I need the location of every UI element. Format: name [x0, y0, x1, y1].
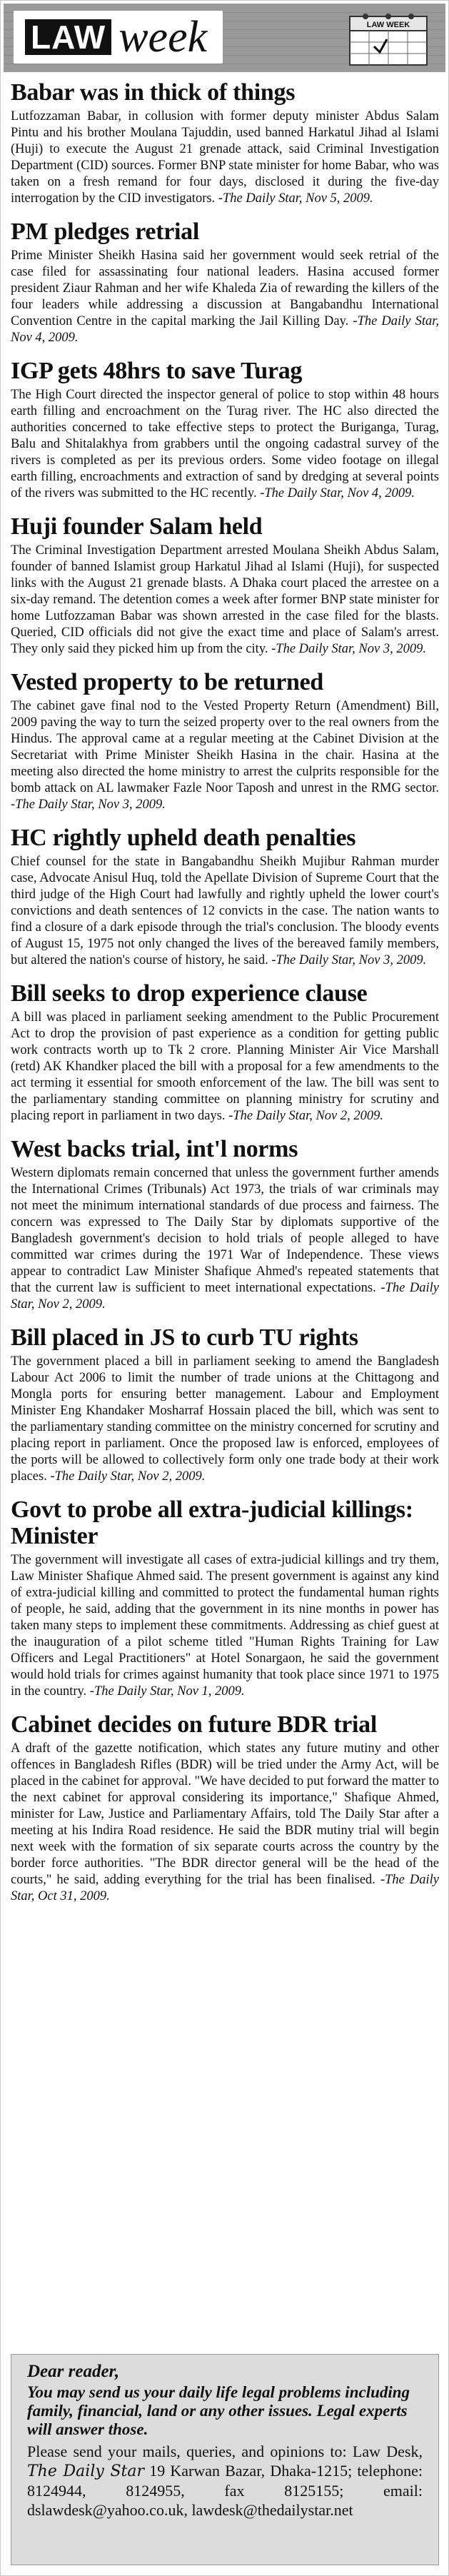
news-headline: Babar was in thick of things	[11, 79, 296, 106]
masthead	[4, 4, 445, 72]
news-item	[11, 669, 439, 813]
news-source: -The Daily Star, Nov 5, 2009.	[218, 191, 373, 206]
news-item	[11, 825, 439, 969]
news-body-text: The Criminal Investigation Department arrested Moulana Sheikh Abdus Salam, founder of banned Islamist group Harkatul Jihad al Islami (Huji), for suspected links with the August 21 grenade blasts. A Dhaka court placed the arrestee on a six-day remand. The detention comes a week after former BNP state minister for home Lutfozzaman Babar was shown arrested in the case filed for the blasts. Queried, CID officials did not give the exact time and place of Salam's arrest. They only said they picked him up from the city.	[11, 543, 439, 656]
news-item	[11, 218, 439, 346]
news-source: -The Daily Star, Nov 3, 2009.	[271, 953, 427, 967]
news-source: -The Daily Star, Nov 4, 2009.	[260, 486, 415, 500]
news-headline: HC rightly upheld death penalties	[11, 825, 356, 851]
news-item	[11, 1496, 439, 1700]
news-headline: Govt to probe all extra-judicial killings: Minister	[11, 1496, 413, 1549]
news-item	[11, 358, 439, 502]
contact-details: 19 Karwan Bazar, Dhaka-1215; telephone: 8124944, 8124955, fax 8125155; email: dslawdesk@yahoo.co.uk, lawdesk@thedailystar.net	[27, 2462, 423, 2519]
news-item	[11, 980, 439, 1125]
news-body-text: The High Court directed the inspector general of police to stop within 48 hours earth filling and encroachment on the Turag river. The HC also directed the authorities concerned to take effective steps to protect the Buriganga, Turag, Balu and Shitalakhya from grabbers until the ongoing cadastral survey of the rivers is completed as per its previous orders. Some video footage on illegal earth filling, encroachments and extraction of sand by dredging at several points of the rivers was submitted to the HC recently.	[11, 388, 439, 500]
news-body	[11, 1010, 439, 1125]
masthead-title	[14, 11, 223, 64]
news-body	[11, 1741, 439, 1905]
news-body-text: A bill was placed in parliament seeking amendment to the Public Procurement Act to drop the provision of past experience as a condition for getting public work contracts worth up to Tk 2 crore. Planning Minister Air Vice Marshall (retd) AK Khandker placed the bill with a proposal for a few amendments to the act terming it essential for smooth enforcement of the law. The bill was sent to the parliamentary standing committee on planning ministry for scrutiny and placing report in parliament in two days.	[11, 1010, 439, 1123]
news-body	[11, 543, 439, 658]
news-headline: Cabinet decides on future BDR trial	[11, 1711, 378, 1738]
reader-box	[11, 2354, 439, 2565]
news-source: -The Daily Star, Nov 1, 2009.	[89, 1684, 245, 1699]
news-headline: Huji founder Salam held	[11, 513, 263, 540]
news-body	[11, 1354, 439, 1485]
news-headline: Bill seeks to drop experience clause	[11, 980, 368, 1007]
masthead-law-label: LAW	[25, 19, 111, 55]
news-body	[11, 109, 439, 207]
reader-box-heading: Dear reader,	[27, 2362, 120, 2381]
news-item	[11, 1136, 439, 1313]
news-body-text: Chief counsel for the state in Bangabandhu Sheikh Mujibur Rahman murder case, Advocate Anisul Huq, told the Apellate Division of Supreme Court that the third judge of the High Court had lawfully and rightly upheld the lower court's convictions and death sentences of 12 convicts in the case. The nation wants to find a closure of a dark episode through the trial's conclusion. The bloody events of August 15, 1975 not only changed the lives of the bereaved family members, but altered the nation's course of history, he said.	[11, 855, 439, 967]
news-body	[11, 1552, 439, 1700]
news-item	[11, 1324, 439, 1485]
reader-box-contact	[27, 2442, 423, 2520]
news-body-text: Western diplomats remain concerned that unless the government further amends the International Crimes (Tribunals) Act 1973, the trials of war criminals may not meet the minimum international standards of due process and fairness. The concern was expressed to The Daily Star by diplomats supportive of the Bangladesh government's decision to hold trials of people alleged to have committed war crimes during the 1971 War of Independence. These views appear to contradict Law Minister Shafique Ahmed's repeated statements that that the current law is sufficient to meet international expectations.	[11, 1166, 439, 1295]
news-body-text: Lutfozzaman Babar, in collusion with former deputy minister Abdus Salam Pintu and his brother Moulana Tajuddin, used banned Harkatul Jihad al Islami (Huji) to execute the August 21 grenade attack, said Criminal Investigation Department (CID) sources. Former BNP state minister for home Babar, who was taken on a fresh remand for four days, disclosed it during the five-day interrogation by the CID investigators.	[11, 109, 439, 206]
masthead-week-label: week	[118, 13, 208, 61]
news-source: -The Daily Star, Nov 3, 2009.	[271, 642, 426, 656]
news-headline: PM pledges retrial	[11, 218, 200, 245]
news-headline: Bill placed in JS to curb TU rights	[11, 1324, 358, 1351]
news-headline: Vested property to be returned	[11, 669, 323, 695]
calendar-label: LAW WEEK	[366, 21, 410, 29]
news-body-text: The cabinet gave final nod to the Vested Property Return (Amendment) Bill, 2009 paving the way to turn the seized property over to the real owners from the Hindus. The approval came at a regular meeting at the Cabinet Division at the Secretariat with Prime Minister Sheikh Hasina in the chair. Hasina at the meeting also directed the home ministry to arrest the culprits responsible for the bomb attack on AL lawmaker Fazle Noor Taposh and unrest in the RMG sector.	[11, 699, 439, 795]
news-body	[11, 248, 439, 346]
reader-box-intro: You may send us your daily life legal problems including family, financial, land or any other issues. Legal experts will answer those.	[27, 2383, 410, 2438]
news-body	[11, 854, 439, 969]
contact-prefix: Please send your mails, queries, and opinions to: Law Desk,	[27, 2442, 423, 2460]
news-item	[11, 79, 439, 207]
news-source: -The Daily Star, Oct 31, 2009.	[11, 1873, 439, 1903]
news-item	[11, 1711, 439, 1905]
news-body-text: A draft of the gazette notification, which states any future mutiny and other offences in Bangladesh Rifles (BDR) will be tried under the Army Act, will be placed in the cabinet for approval. "We have decided to put forward the matter to the next cabinet for approval considering its importance," Shafique Ahmed, minister for Law, Justice and Parliamentary Affairs, told The Daily Star after a meeting at his Indira Road residence. He said the BDR mutiny trial will begin next week with the formation of six separate courts across the country by the border force authorities. "The BDR director general will be the head of the courts," he said, adding everything for the trial has been finalised.	[11, 1741, 439, 1887]
daily-star-logo-text: The Daily Star	[27, 2462, 145, 2480]
news-body-text: The government will investigate all cases of extra-judicial killings and try them, Law Minister Shafique Ahmed said. The present government is against any kind of extra-judicial killing and committed to protect the fundamental human rights of people, he said, adding that the government in its nine months in power has taken many steps to implement these commitments. Addressing as chief guest at the inauguration of a pilot scheme titled "Human Rights Training for Law Officers and Legal Practitioners" at Hotel Sonargaon, he said the government would hold trials for crimes against humanity that took place since 1971 to 1975 in the country.	[11, 1553, 439, 1699]
news-source: -The Daily Star, Nov 4, 2009.	[11, 314, 440, 345]
news-source: -The Daily Star, Nov 2, 2009.	[11, 1281, 440, 1312]
articles-column	[11, 79, 439, 1916]
news-source: -The Daily Star, Nov 2, 2009.	[50, 1469, 206, 1484]
news-body	[11, 698, 439, 813]
news-source: -The Daily Star, Nov 3, 2009.	[11, 798, 166, 812]
news-source: -The Daily Star, Nov 2, 2009.	[228, 1109, 384, 1123]
news-headline: West backs trial, int'l norms	[11, 1136, 298, 1162]
news-headline: IGP gets 48hrs to save Turag	[11, 358, 303, 384]
news-item	[11, 513, 439, 658]
news-body	[11, 387, 439, 502]
news-body-text: The government placed a bill in parliament seeking to amend the Bangladesh Labour Act 2006 to limit the number of trade unions at the Chittagong and Mongla ports for ensuring better management. Labour and Employment Minister Eng Khandaker Mosharraf Hossain placed the bill, which was sent to the parliamentary standing committee on the ministry concerned for scrutiny and placing report in parliament. Once the proposed law is enforced, employees of the ports will be allowed to collectively form only one trade body at their work places.	[11, 1354, 439, 1484]
news-body	[11, 1165, 439, 1313]
news-body-text: Prime Minister Sheikh Hasina said her government would seek retrial of the case filed for assassinating four national leaders. Hasina accused former president Ziaur Rahman and her wife Khaleda Zia of rewarding the killers of the four leaders while addressing a discussion at Bangabandhu International Convention Centre in the capital marking the Jail Killing Day.	[11, 248, 439, 328]
calendar-icon	[345, 9, 431, 68]
